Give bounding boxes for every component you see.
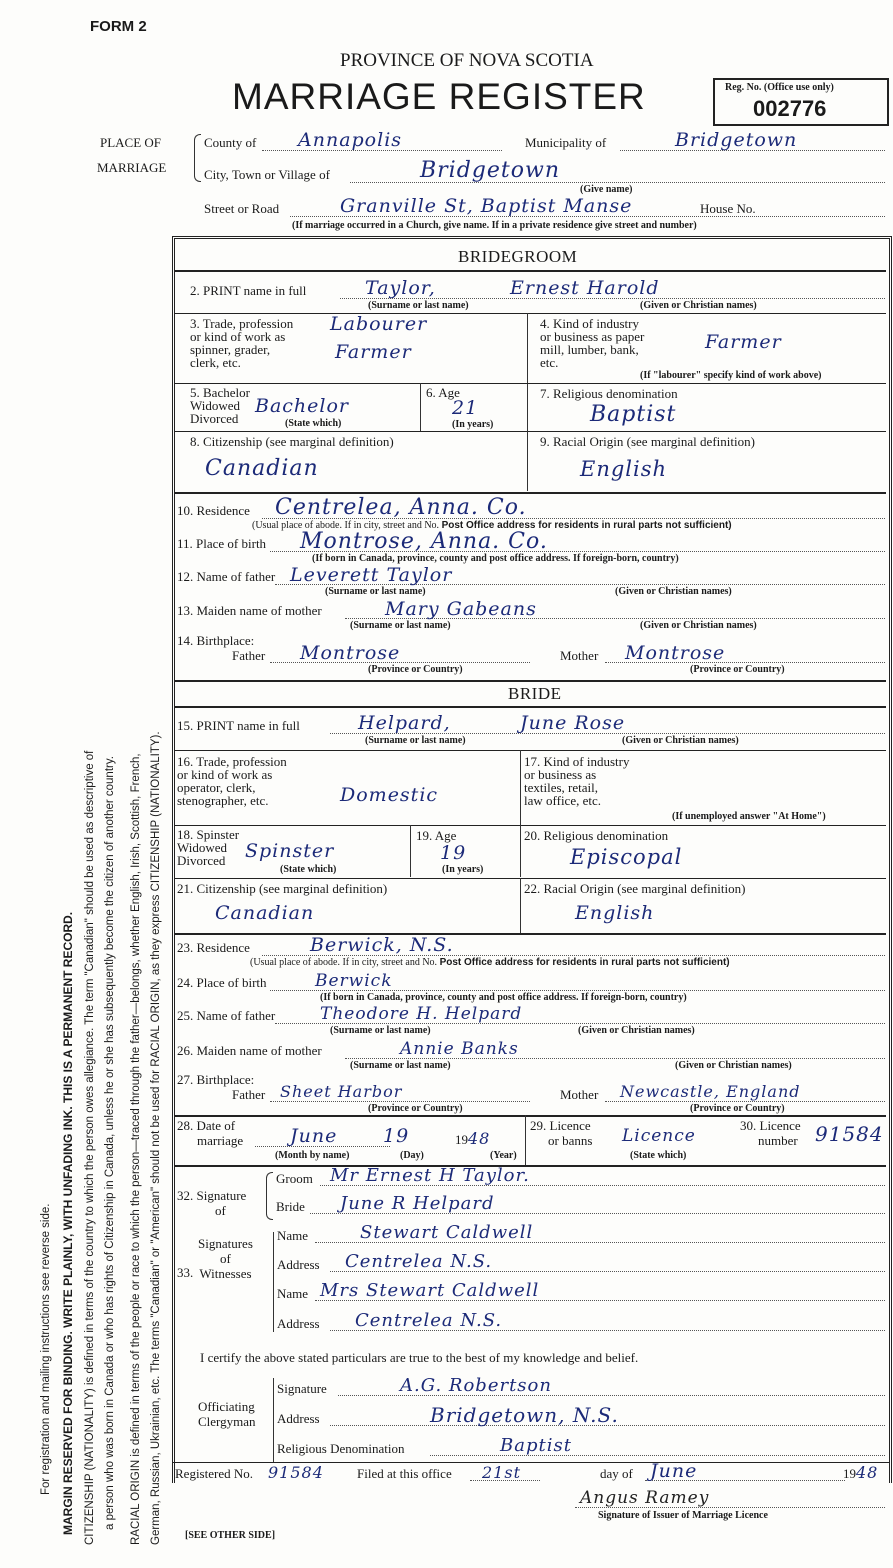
bride-religion-label: 20. Religious denomination [524,828,669,843]
province-note: (Province or Country) [690,664,785,675]
bride-residence-label: 23. Residence [177,940,250,955]
margin-binding-note: MARGIN RESERVED FOR BINDING. WRITE PLAINLY, WITH UNFADING INK. THIS IS A PERMANENT RECORD. [61,911,75,1535]
licence-number: 91584 [815,1122,884,1146]
groom-citizenship-label: 8. Citizenship (see marginal definition) [190,434,394,449]
certification-statement: I certify the above stated particulars are true to the best of my knowledge and belief. [200,1350,639,1365]
bride-father-birthplace: Sheet Harbor [280,1082,403,1101]
groom-father-birthplace: Montrose [300,642,401,664]
town-label: City, Town or Village of [204,167,330,182]
bride-signature: June R Helpard [340,1193,495,1214]
filed-year: 1948 [843,1463,879,1482]
bride-mother: Annie Banks [400,1039,519,1059]
mother-label: Mother [560,1087,599,1102]
given-note: (Given or Christian names) [622,735,739,746]
groom-name-label: 2. PRINT name in full [190,283,307,298]
groom-parents-birthplace-label: 14. Birthplace: [177,633,255,648]
surname-note: (Surname or last name) [330,1025,431,1036]
groom-sig-label: Groom [276,1171,313,1186]
surname-note: (Surname or last name) [365,735,466,746]
state-which-note: (State which) [630,1150,687,1161]
bride-father-label: 25. Name of father [177,1008,276,1023]
bride-trade-label: 16. Trade, profession or kind of work as operator, clerk, stenographer, etc. [177,754,287,808]
marriage-month: June [290,1125,338,1147]
margin-racial-def-2: German, Russian, Ukrainian, etc. The terms "Canadian" or "American" should not be used for RACIAL ORIGIN, as they express CITIZENSHIP (NATIONALITY). [150,731,162,1545]
bride-birthplace: Berwick [315,971,393,991]
mother-label: Mother [560,648,599,663]
surname-note: (Surname or last name) [325,586,426,597]
filed-label: Filed at this office [357,1466,452,1481]
groom-status: Bachelor [255,395,350,417]
province-note: (Province or Country) [690,1103,785,1114]
marriage-day: 19 [383,1125,410,1147]
groom-industry: Farmer [705,331,782,353]
bride-mother-label: 26. Maiden name of mother [177,1043,322,1058]
bride-heading: BRIDE [508,684,562,703]
marriage-label: MARRIAGE [97,160,167,175]
licence-or-banns-label: 29. Licence or banns [530,1118,593,1148]
clergy-signature: A.G. Robertson [400,1375,552,1396]
licence-number-label: 30. Licence number [740,1118,801,1148]
filed-day: 21st [482,1463,521,1482]
year-note: (Year) [490,1150,517,1161]
father-label: Father [232,1087,266,1102]
witness2-address: Centrelea N.S. [355,1310,503,1331]
registered-no-label: Registered No. [175,1466,253,1481]
surname-note: (Surname or last name) [350,1060,451,1071]
place-of-label: PLACE OF [100,135,162,150]
groom-industry-label: 4. Kind of industry or business as paper mill, lumber, bank, etc. [540,316,645,370]
bride-birthplace-label: 24. Place of birth [177,975,267,990]
issuer-signature-label: Signature of Issuer of Marriage Licence [598,1510,768,1521]
in-years-note: (In years) [452,419,494,430]
officiating-clergyman-label: Officiating Clergyman [198,1399,256,1429]
groom-status-label: 5. Bachelor Widowed Divorced [190,385,250,426]
bride-racial-origin: English [575,902,655,924]
month-note: (Month by name) [275,1150,350,1161]
brace [266,1172,273,1220]
groom-religion-label: 7. Religious denomination [540,386,678,401]
marriage-year: 1948 [455,1129,491,1148]
bride-racial-origin-label: 22. Racial Origin (see marginal definition) [524,881,746,896]
filed-month: June [650,1460,698,1482]
groom-citizenship: Canadian [205,456,319,481]
given-note: (Given or Christian names) [675,1060,792,1071]
marriage-date-label: 28. Date of marriage [177,1118,244,1148]
bride-age-label: 19. Age [416,828,457,843]
bride-citizenship: Canadian [215,902,315,924]
groom-age-label: 6. Age [426,385,460,400]
margin-racial-def: RACIAL ORIGIN is defined in terms of the people or race to which the person—traced through the father—belongs, whether English, Irish, Scottish, French, [130,753,142,1545]
groom-residence-label: 10. Residence [177,503,250,518]
signature-of-label: 32. Signature of [177,1188,247,1218]
groom-trade-1: Labourer [330,313,428,335]
groom-surname: Taylor, [365,277,436,299]
groom-given-names: Ernest Harold [510,277,660,299]
residence-note: (Usual place of abode. If in city, street and No. Post Office address for residents in rural parts not sufficient) [252,520,732,531]
given-note: (Given or Christian names) [578,1025,695,1036]
witness2-name-label: Name [277,1286,309,1301]
bride-residence: Berwick, N.S. [310,934,454,956]
surname-note: (Surname or last name) [350,620,451,631]
surname-note: (Surname or last name) [368,300,469,311]
street-label: Street or Road [204,201,280,216]
groom-mother-birthplace: Montrose [625,642,726,664]
bride-citizenship-label: 21. Citizenship (see marginal definition) [177,881,388,896]
groom-religion: Baptist [590,402,677,427]
county-value: Annapolis [298,129,403,151]
witness1-name-label: Name [277,1228,309,1243]
groom-mother: Mary Gabeans [385,598,537,620]
birthplace-note: (If born in Canada, province, county and post office address. If foreign-born, country) [320,992,687,1003]
witness-number: 33. [177,1265,194,1280]
province-note: (Province or Country) [368,664,463,675]
labourer-note: (If "labourer" specify kind of work above) [640,370,822,381]
groom-trade-label: 3. Trade, profession or kind of work as spinner, grader, clerk, etc. [190,316,294,370]
bride-status: Spinster [245,840,335,862]
issuer-signature: Angus Ramey [580,1488,710,1508]
groom-birthplace-label: 11. Place of birth [177,536,267,551]
witness1-address: Centrelea N.S. [345,1251,493,1272]
clergy-signature-label: Signature [277,1381,327,1396]
groom-signature: Mr Ernest H Taylor. [330,1165,530,1186]
clergy-denomination-label: Religious Denomination [277,1441,405,1456]
margin-citizenship-def-2: a person who was born in Canada or who has rights of Citizenship in Canada, unless he or she has subsequently become the citizen of another country. [104,756,116,1530]
municipality-value: Bridgetown [675,129,798,151]
clergy-address: Bridgetown, N.S. [430,1403,619,1427]
day-note: (Day) [400,1150,424,1161]
reg-number-box [713,78,889,126]
groom-father: Leverett Taylor [290,564,453,586]
street-value: Granville St, Baptist Manse [340,195,633,217]
groom-father-label: 12. Name of father [177,569,276,584]
groom-racial-origin-label: 9. Racial Origin (see marginal definition) [540,434,755,449]
bride-trade: Domestic [340,784,439,806]
witness1-address-label: Address [277,1257,320,1272]
margin-citizenship-def: CITIZENSHIP (NATIONALITY) is defined in terms of the country to which the person owes allegiance. The term "Canadian" should be used as descriptive of [84,750,96,1545]
bride-given-names: June Rose [520,712,626,734]
groom-residence: Centrelea, Anna. Co. [275,495,527,520]
margin-instructions: For registration and mailing instructions see reverse side. [40,1203,52,1495]
house-no-label: House No. [700,201,756,216]
day-of-label: day of [600,1466,633,1481]
reg-number: 002776 [753,96,827,121]
birthplace-note: (If born in Canada, province, county and post office address. If foreign-born, country) [312,553,679,564]
bride-mother-birthplace: Newcastle, England [620,1082,801,1101]
province-note: (Province or Country) [368,1103,463,1114]
province-heading: PROVINCE OF NOVA SCOTIA [340,50,594,71]
residence-note: (Usual place of abode. If in city, street and No. Post Office address for residents in rural parts not sufficient) [250,957,730,968]
in-years-note: (In years) [442,864,484,875]
groom-trade-2: Farmer [335,341,412,363]
father-label: Father [232,648,266,663]
groom-mother-label: 13. Maiden name of mother [177,603,322,618]
street-note: (If marriage occurred in a Church, give name. If in a private residence give street and number) [292,220,697,231]
witness2-name: Mrs Stewart Caldwell [320,1280,540,1301]
state-which-note: (State which) [285,418,342,429]
bride-age: 19 [440,842,467,864]
witness2-address-label: Address [277,1316,320,1331]
state-which-note: (State which) [280,864,337,875]
page-title: MARRIAGE REGISTER [232,76,646,117]
town-value: Bridgetown [420,158,560,183]
given-note: (Given or Christian names) [640,620,757,631]
see-other-side-note: [SEE OTHER SIDE] [185,1530,276,1541]
given-note: (Given or Christian names) [615,586,732,597]
registered-no: 91584 [268,1463,324,1482]
groom-birthplace: Montrose, Anna. Co. [300,529,548,554]
bride-sig-label: Bride [276,1199,305,1214]
given-note: (Given or Christian names) [640,300,757,311]
brace [194,134,201,182]
groom-racial-origin: English [580,457,668,481]
reg-number-label: Reg. No. (Office use only) [725,82,834,93]
witness1-name: Stewart Caldwell [360,1222,534,1243]
groom-age: 21 [452,397,479,419]
clergy-address-label: Address [277,1411,320,1426]
bride-parents-birthplace-label: 27. Birthplace: [177,1072,255,1087]
county-label: County of [204,135,257,150]
bride-industry-label: 17. Kind of industry or business as textiles, retail, law office, etc. [524,754,630,808]
bride-status-label: 18. Spinster Widowed Divorced [177,827,240,868]
bride-surname: Helpard, [358,712,451,734]
witnesses-label: Signatures of Witnesses [198,1236,253,1281]
bridegroom-heading: BRIDEGROOM [458,247,578,266]
licence-or-banns: Licence [622,1126,696,1146]
bride-religion: Episcopal [570,845,683,869]
unemployed-note: (If unemployed answer "At Home") [672,811,826,822]
form-number: FORM 2 [90,18,147,35]
give-name-note: (Give name) [580,184,633,195]
bride-name-label: 15. PRINT name in full [177,718,300,733]
bride-father: Theodore H. Helpard [320,1004,523,1024]
clergy-denomination: Baptist [500,1435,572,1456]
municipality-label: Municipality of [525,135,607,150]
